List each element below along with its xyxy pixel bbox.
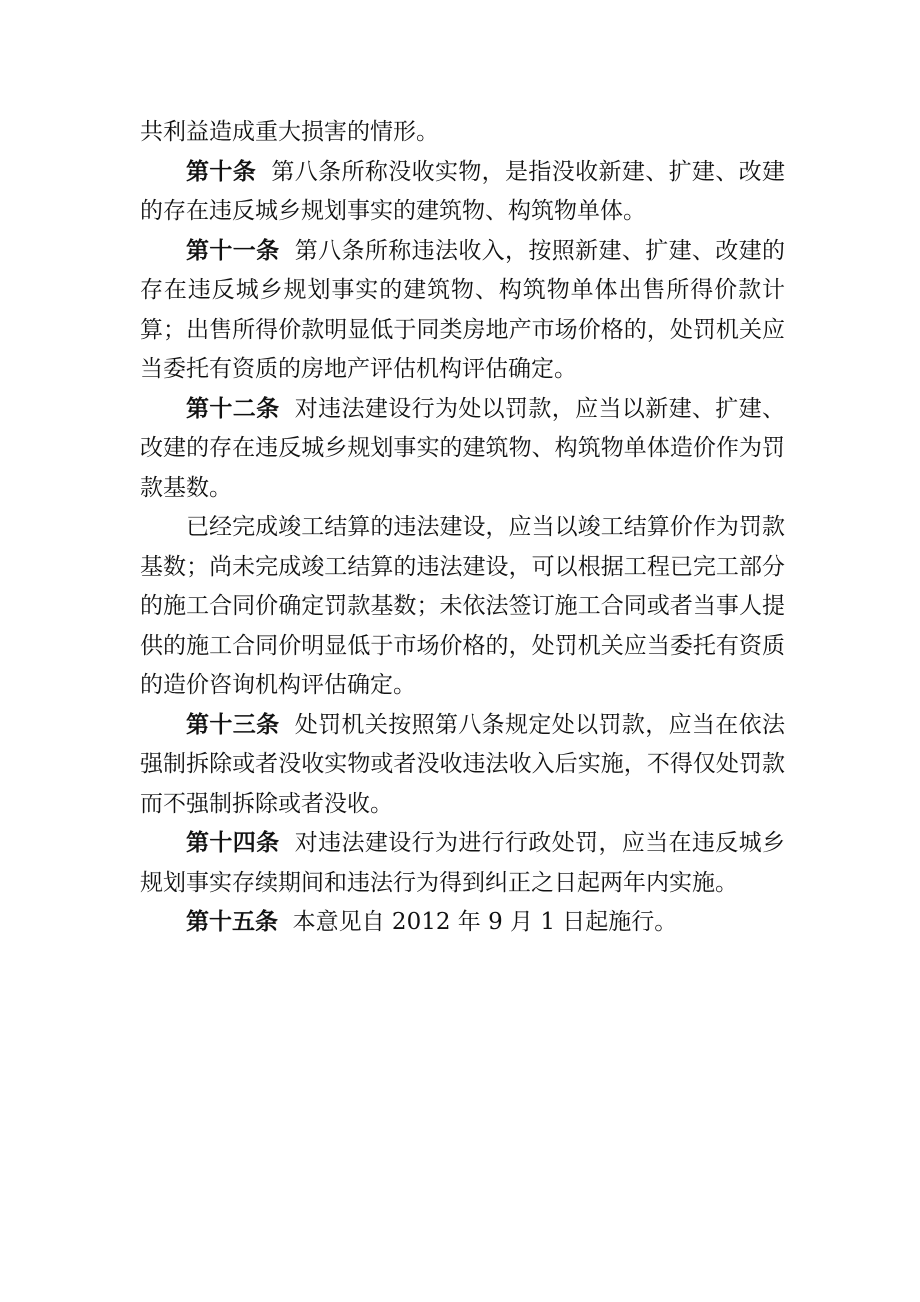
article-15-text: 本意见自 2012 年 9 月 1 日起施行。 bbox=[278, 909, 678, 935]
article-12-paragraph-2-text: 已经完成竣工结算的违法建设，应当以竣工结算价作为罚款基数；尚未完成竣工结算的违法建设，可以根据工程已完工部分的施工合同价确定罚款基数；未依法签订施工合同或者当事人提供的施工合同价明显低于市场价格的，处罚机关应当委托有资质的造价咨询机构评估确定。 bbox=[140, 514, 785, 698]
article-15 bbox=[140, 903, 785, 943]
article-10-label: 第十条 bbox=[186, 158, 257, 185]
article-14-text: 对违法建设行为进行行政处罚，应当在违反城乡规划事实存续期间和违法行为得到纠正之日起两年内实施。 bbox=[140, 830, 786, 896]
article-12 bbox=[140, 390, 785, 509]
article-10 bbox=[140, 153, 785, 232]
article-11 bbox=[140, 232, 785, 390]
article-13 bbox=[140, 706, 785, 825]
article-10-text: 第八条所称没收实物，是指没收新建、扩建、改建的存在违反城乡规划事实的建筑物、构筑物单体。 bbox=[140, 158, 786, 224]
article-12-text: 对违法建设行为处以罚款，应当以新建、扩建、改建的存在违反城乡规划事实的建筑物、构筑物单体造价作为罚款基数。 bbox=[140, 395, 786, 501]
article-12-label: 第十二条 bbox=[186, 395, 280, 422]
article-12-paragraph-2 bbox=[140, 508, 785, 706]
article-14-label: 第十四条 bbox=[186, 830, 280, 856]
article-13-label: 第十三条 bbox=[186, 711, 280, 738]
article-15-label: 第十五条 bbox=[186, 909, 278, 935]
continuation-text: 共利益造成重大损害的情形。 bbox=[140, 119, 439, 145]
article-11-label: 第十一条 bbox=[186, 237, 280, 264]
article-11-text: 第八条所称违法收入，按照新建、扩建、改建的存在违反城乡规划事实的建筑物、构筑物单体出售所得价款计算；出售所得价款明显低于同类房地产市场价格的，处罚机关应当委托有资质的房地产评估机构评估确定。 bbox=[140, 237, 786, 382]
article-14 bbox=[140, 824, 785, 903]
article-13-text: 处罚机关按照第八条规定处以罚款，应当在依法强制拆除或者没收实物或者没收违法收入后实施，不得仅处罚款而不强制拆除或者没收。 bbox=[140, 711, 786, 817]
continuation-paragraph bbox=[140, 113, 785, 153]
document-body bbox=[140, 113, 785, 943]
